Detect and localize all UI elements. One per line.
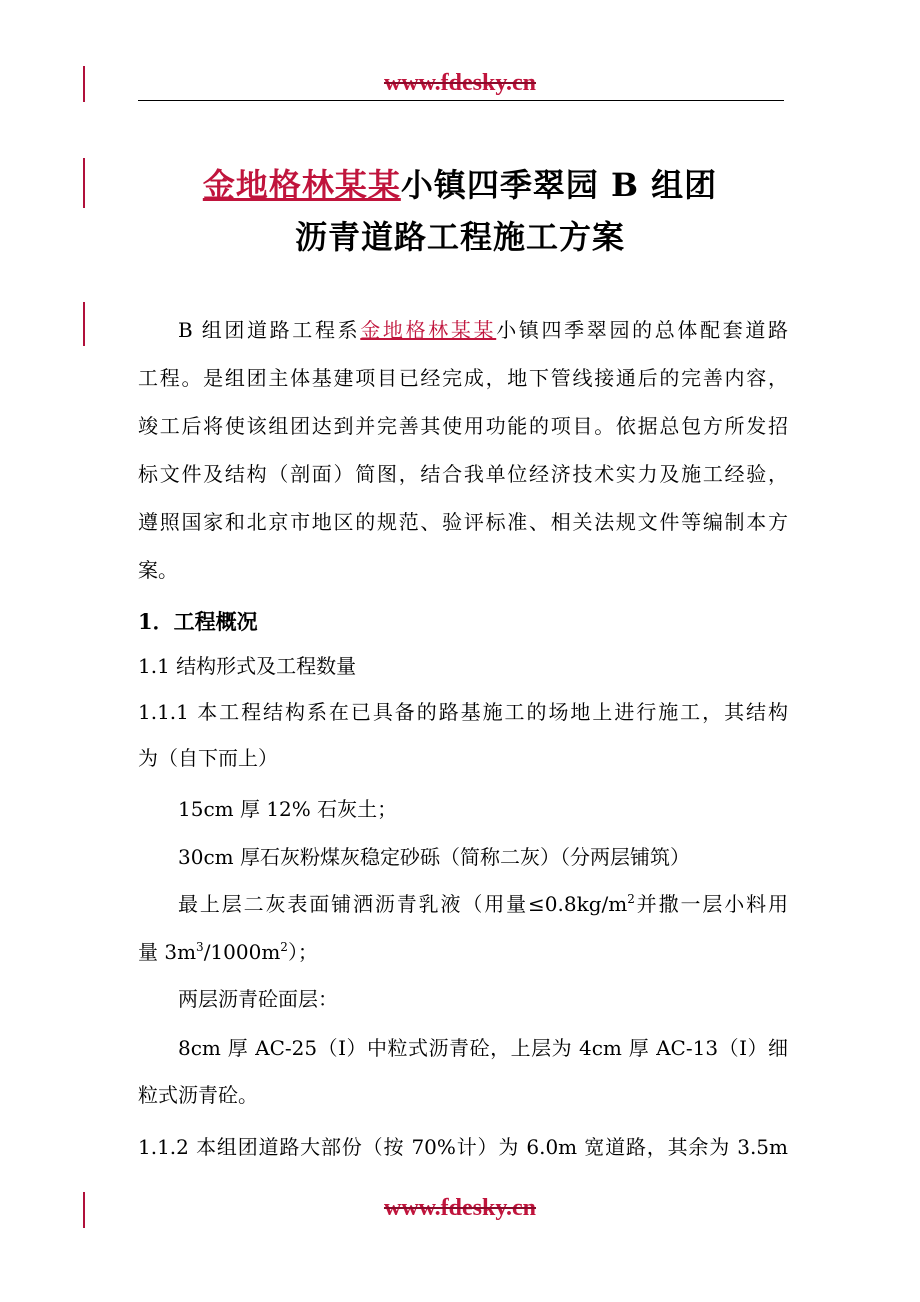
paragraph-line: 1.1.1 本工程结构系在已具备的路基施工的场地上进行施工，其结构 bbox=[138, 700, 788, 724]
footer-site-link[interactable]: www.fdesky.cn bbox=[383, 1195, 537, 1221]
header-site-link[interactable]: www.fdesky.cn bbox=[383, 70, 537, 96]
paragraph-line: 为（自下而上） bbox=[138, 746, 278, 770]
intro-line: 标文件及结构（剖面）简图，结合我单位经济技术实力及施工经验， bbox=[138, 462, 788, 486]
page-title-line-2: 沥青道路工程施工方案 bbox=[294, 218, 625, 256]
intro-text: 小镇四季翠园的总体配套道路 bbox=[496, 318, 789, 342]
inserted-text: 金地格林某某 bbox=[360, 318, 497, 342]
inserted-text: 金地格林某某 bbox=[202, 166, 401, 204]
superscript: 3 bbox=[196, 940, 204, 954]
superscript: 2 bbox=[627, 892, 635, 906]
layer-text: ）； bbox=[287, 940, 318, 964]
layer-text: 并撒一层小料用 bbox=[634, 892, 788, 916]
paragraph-line: 1.1.2 本组团道路大部份（按 70%计）为 6.0m 宽道路，其余为 3.5m bbox=[138, 1135, 788, 1159]
layer-text: 最上层二灰表面铺洒沥青乳液（用量≤0.8kg/m bbox=[178, 892, 628, 916]
page-title-line-1 bbox=[0, 165, 920, 205]
revision-bar bbox=[83, 302, 85, 346]
intro-line: 遵照国家和北京市地区的规范、验评标准、相关法规文件等编制本方 bbox=[138, 510, 788, 534]
layer-line: 15cm 厚 12% 石灰土； bbox=[178, 797, 398, 821]
intro-line: 竣工后将使该组团达到并完善其使用功能的项目。依据总包方所发招 bbox=[138, 414, 788, 438]
layer-text: 量 3m bbox=[138, 940, 197, 964]
section-heading: 1．工程概况 bbox=[138, 609, 258, 634]
title-text: 小镇四季翠园 B 组团 bbox=[400, 166, 718, 204]
intro-line: 工程。是组团主体基建项目已经完成，地下管线接通后的完善内容， bbox=[138, 366, 788, 390]
layer-line: 粒式沥青砼。 bbox=[138, 1083, 258, 1107]
layer-line: 两层沥青砼面层： bbox=[178, 987, 338, 1011]
intro-text: B 组团道路工程系 bbox=[178, 318, 361, 342]
header-rule bbox=[138, 100, 784, 101]
layer-line: 30cm 厚石灰粉煤灰稳定砂砾（简称二灰）（分两层铺筑） bbox=[178, 845, 690, 869]
superscript: 2 bbox=[280, 940, 288, 954]
layer-line: 8cm 厚 AC-25（I）中粒式沥青砼，上层为 4cm 厚 AC-13（I）细 bbox=[178, 1036, 788, 1060]
intro-line bbox=[178, 316, 788, 344]
layer-line bbox=[138, 938, 788, 966]
subsection-heading: 1.1 结构形式及工程数量 bbox=[138, 654, 357, 678]
layer-text: /1000m bbox=[203, 940, 281, 964]
layer-line bbox=[178, 890, 788, 918]
intro-line: 案。 bbox=[138, 558, 178, 582]
